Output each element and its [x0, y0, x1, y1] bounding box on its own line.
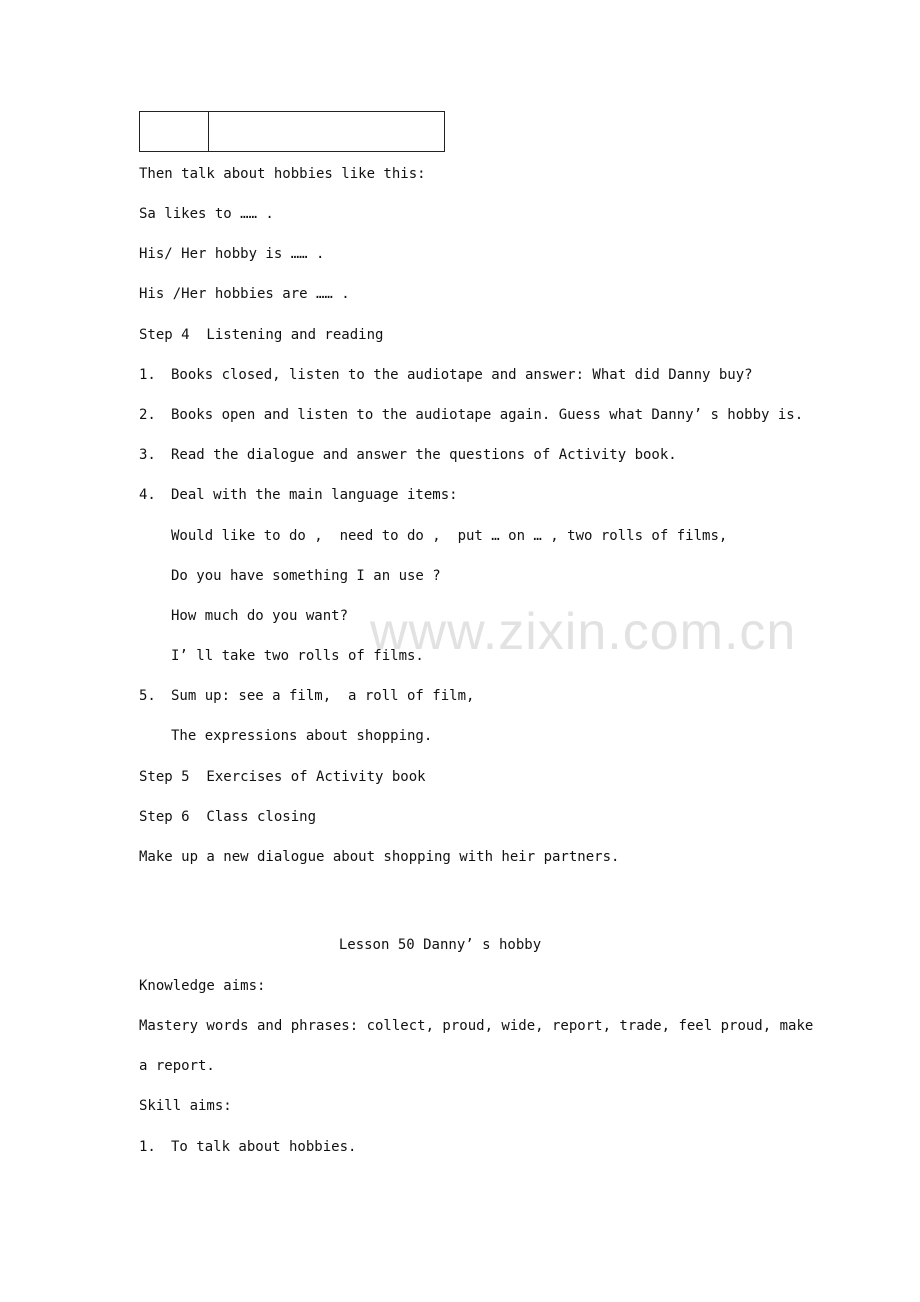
step-heading: Step 6 Class closing	[139, 809, 317, 825]
list-number: 1.	[139, 367, 156, 383]
list-number: 3.	[139, 447, 156, 463]
text-line: Sa likes to …… .	[139, 206, 274, 222]
list-text: Read the dialogue and answer the questions of Activity book.	[171, 447, 677, 463]
text-line: Make up a new dialogue about shopping with heir partners.	[139, 849, 620, 865]
lesson-title: Lesson 50 Danny’ s hobby	[338, 937, 542, 953]
text-line: Do you have something I an use ?	[171, 568, 441, 584]
table-cell	[209, 112, 444, 151]
watermark: www.zixin.com.cn	[370, 603, 797, 661]
text-line: Then talk about hobbies like this:	[139, 166, 426, 182]
text-line: How much do you want?	[171, 608, 349, 624]
table-cell	[140, 112, 209, 151]
text-line: His/ Her hobby is …… .	[139, 246, 325, 262]
list-number: 4.	[139, 487, 156, 503]
text-line: The expressions about shopping.	[171, 728, 433, 744]
section-heading: Skill aims:	[139, 1098, 232, 1114]
list-number: 1.	[139, 1139, 156, 1155]
list-text: Deal with the main language items:	[171, 487, 458, 503]
step-heading: Step 5 Exercises of Activity book	[139, 769, 426, 785]
list-item	[139, 406, 803, 424]
table-fragment	[139, 111, 445, 152]
list-number: 5.	[139, 688, 156, 704]
list-text: Books closed, listen to the audiotape and answer: What did Danny buy?	[171, 367, 753, 383]
list-text: Books open and listen to the audiotape again. Guess what Danny’ s hobby is.	[171, 407, 804, 423]
list-item	[139, 446, 677, 464]
list-item	[139, 486, 458, 504]
list-number: 2.	[139, 407, 156, 423]
list-item	[139, 687, 474, 705]
text-line: Would like to do , need to do , put … on … , two rolls of films,	[171, 528, 728, 544]
section-heading: Knowledge aims:	[139, 978, 266, 994]
list-text: To talk about hobbies.	[171, 1139, 357, 1155]
text-line: Mastery words and phrases: collect, proud, wide, report, trade, feel proud, make	[139, 1018, 814, 1034]
list-item	[139, 1138, 356, 1156]
text-line: His /Her hobbies are …… .	[139, 286, 350, 302]
step-heading: Step 4 Listening and reading	[139, 327, 384, 343]
list-text: Sum up: see a film, a roll of film,	[171, 688, 475, 704]
list-item	[139, 366, 753, 384]
text-line: a report.	[139, 1058, 215, 1074]
text-line: I’ ll take two rolls of films.	[171, 648, 424, 664]
